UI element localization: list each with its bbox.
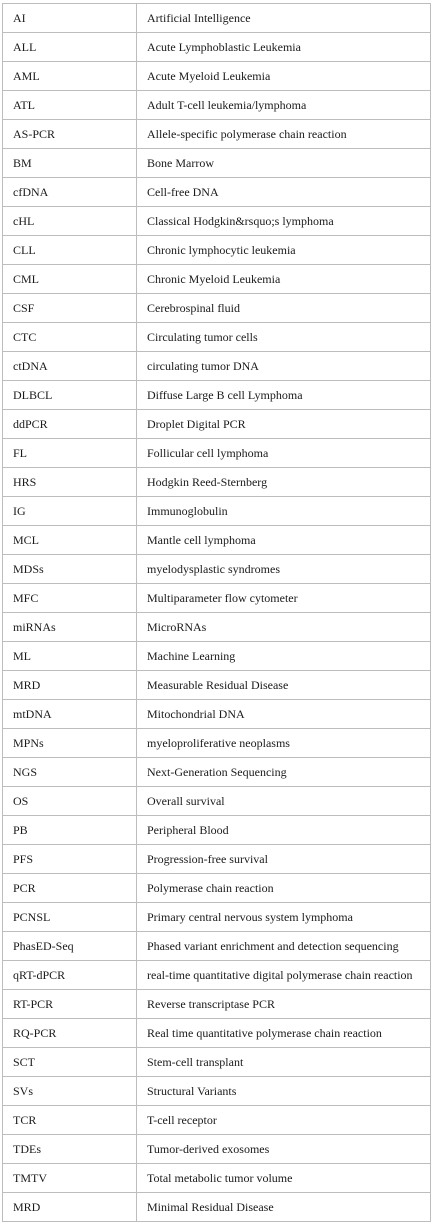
definition-cell: Next-Generation Sequencing — [137, 758, 431, 787]
abbreviation-cell: miRNAs — [3, 613, 137, 642]
definition-cell: Polymerase chain reaction — [137, 874, 431, 903]
definition-cell: Immunoglobulin — [137, 497, 431, 526]
definition-cell: Cerebrospinal fluid — [137, 294, 431, 323]
definition-cell: Mantle cell lymphoma — [137, 526, 431, 555]
definition-cell: Tumor-derived exosomes — [137, 1135, 431, 1164]
table-row — [3, 787, 431, 816]
definition-cell: Cell-free DNA — [137, 178, 431, 207]
abbreviation-cell: ctDNA — [3, 352, 137, 381]
table-row — [3, 1048, 431, 1077]
abbreviation-cell: SVs — [3, 1077, 137, 1106]
abbreviation-cell: TDEs — [3, 1135, 137, 1164]
table-row — [3, 700, 431, 729]
definition-cell: Adult T-cell leukemia/lymphoma — [137, 91, 431, 120]
table-row — [3, 1135, 431, 1164]
definition-cell: Overall survival — [137, 787, 431, 816]
definition-cell: Peripheral Blood — [137, 816, 431, 845]
abbreviation-cell: MRD — [3, 1193, 137, 1222]
table-row — [3, 613, 431, 642]
definition-cell: Progression-free survival — [137, 845, 431, 874]
abbreviation-cell: CSF — [3, 294, 137, 323]
abbreviation-cell: CTC — [3, 323, 137, 352]
abbreviation-cell: RT-PCR — [3, 990, 137, 1019]
definition-cell: Chronic lymphocytic leukemia — [137, 236, 431, 265]
definition-cell: Circulating tumor cells — [137, 323, 431, 352]
definition-cell: Follicular cell lymphoma — [137, 439, 431, 468]
abbreviation-cell: cHL — [3, 207, 137, 236]
abbreviation-cell: AS-PCR — [3, 120, 137, 149]
definition-cell: circulating tumor DNA — [137, 352, 431, 381]
abbreviation-cell: TMTV — [3, 1164, 137, 1193]
table-row — [3, 1106, 431, 1135]
table-row — [3, 961, 431, 990]
abbreviation-cell: IG — [3, 497, 137, 526]
table-row — [3, 816, 431, 845]
definition-cell: Minimal Residual Disease — [137, 1193, 431, 1222]
table-row — [3, 1164, 431, 1193]
table-row — [3, 62, 431, 91]
abbreviation-cell: AML — [3, 62, 137, 91]
table-row — [3, 323, 431, 352]
table-row — [3, 178, 431, 207]
table-row — [3, 4, 431, 33]
abbreviation-cell: PB — [3, 816, 137, 845]
definition-cell: Total metabolic tumor volume — [137, 1164, 431, 1193]
abbreviation-cell: MPNs — [3, 729, 137, 758]
table-row — [3, 932, 431, 961]
table-row — [3, 236, 431, 265]
table-row — [3, 33, 431, 62]
abbreviations-table — [2, 3, 431, 1222]
table-row — [3, 497, 431, 526]
abbreviation-cell: SCT — [3, 1048, 137, 1077]
table-row — [3, 265, 431, 294]
table-row — [3, 120, 431, 149]
abbreviation-cell: ATL — [3, 91, 137, 120]
table-row — [3, 642, 431, 671]
definition-cell: Acute Myeloid Leukemia — [137, 62, 431, 91]
abbreviation-cell: HRS — [3, 468, 137, 497]
table-row — [3, 584, 431, 613]
definition-cell: T-cell receptor — [137, 1106, 431, 1135]
table-row — [3, 729, 431, 758]
abbreviation-cell: PCNSL — [3, 903, 137, 932]
definition-cell: Machine Learning — [137, 642, 431, 671]
table-row — [3, 352, 431, 381]
table-row — [3, 1077, 431, 1106]
table-row — [3, 410, 431, 439]
abbreviation-cell: CLL — [3, 236, 137, 265]
definition-cell: Artificial Intelligence — [137, 4, 431, 33]
table-row — [3, 91, 431, 120]
abbreviation-cell: MDSs — [3, 555, 137, 584]
definition-cell: Acute Lymphoblastic Leukemia — [137, 33, 431, 62]
table-row — [3, 845, 431, 874]
abbreviation-cell: ALL — [3, 33, 137, 62]
definition-cell: Droplet Digital PCR — [137, 410, 431, 439]
table-row — [3, 381, 431, 410]
definition-cell: Structural Variants — [137, 1077, 431, 1106]
abbreviation-cell: PFS — [3, 845, 137, 874]
abbreviation-cell: ddPCR — [3, 410, 137, 439]
abbreviation-cell: MRD — [3, 671, 137, 700]
table-row — [3, 671, 431, 700]
definition-cell: Chronic Myeloid Leukemia — [137, 265, 431, 294]
abbreviations-table-body — [3, 4, 431, 1222]
abbreviation-cell: OS — [3, 787, 137, 816]
abbreviation-cell: RQ-PCR — [3, 1019, 137, 1048]
table-row — [3, 468, 431, 497]
definition-cell: Phased variant enrichment and detection sequencing — [137, 932, 431, 961]
table-row — [3, 149, 431, 178]
abbreviation-cell: MFC — [3, 584, 137, 613]
definition-cell: Hodgkin Reed-Sternberg — [137, 468, 431, 497]
abbreviation-cell: FL — [3, 439, 137, 468]
definition-cell: Reverse transcriptase PCR — [137, 990, 431, 1019]
abbreviation-cell: mtDNA — [3, 700, 137, 729]
table-row — [3, 526, 431, 555]
definition-cell: Multiparameter flow cytometer — [137, 584, 431, 613]
table-row — [3, 1019, 431, 1048]
definition-cell: myelodysplastic syndromes — [137, 555, 431, 584]
definition-cell: real-time quantitative digital polymerase chain reaction — [137, 961, 431, 990]
table-row — [3, 758, 431, 787]
table-row — [3, 555, 431, 584]
abbreviation-cell: qRT-dPCR — [3, 961, 137, 990]
table-row — [3, 207, 431, 236]
table-row — [3, 294, 431, 323]
abbreviation-cell: TCR — [3, 1106, 137, 1135]
abbreviation-cell: AI — [3, 4, 137, 33]
abbreviation-cell: PCR — [3, 874, 137, 903]
definition-cell: Measurable Residual Disease — [137, 671, 431, 700]
abbreviation-cell: BM — [3, 149, 137, 178]
table-row — [3, 1193, 431, 1222]
definition-cell: Stem-cell transplant — [137, 1048, 431, 1077]
definition-cell: MicroRNAs — [137, 613, 431, 642]
definition-cell: myeloproliferative neoplasms — [137, 729, 431, 758]
definition-cell: Allele-specific polymerase chain reaction — [137, 120, 431, 149]
abbreviation-cell: DLBCL — [3, 381, 137, 410]
abbreviation-cell: CML — [3, 265, 137, 294]
table-row — [3, 439, 431, 468]
table-row — [3, 990, 431, 1019]
abbreviation-cell: NGS — [3, 758, 137, 787]
definition-cell: Classical Hodgkin&rsquo;s lymphoma — [137, 207, 431, 236]
definition-cell: Real time quantitative polymerase chain reaction — [137, 1019, 431, 1048]
abbreviation-cell: cfDNA — [3, 178, 137, 207]
definition-cell: Primary central nervous system lymphoma — [137, 903, 431, 932]
definition-cell: Mitochondrial DNA — [137, 700, 431, 729]
definition-cell: Diffuse Large B cell Lymphoma — [137, 381, 431, 410]
table-row — [3, 903, 431, 932]
definition-cell: Bone Marrow — [137, 149, 431, 178]
abbreviation-cell: ML — [3, 642, 137, 671]
table-row — [3, 874, 431, 903]
abbreviation-cell: MCL — [3, 526, 137, 555]
abbreviation-cell: PhasED-Seq — [3, 932, 137, 961]
